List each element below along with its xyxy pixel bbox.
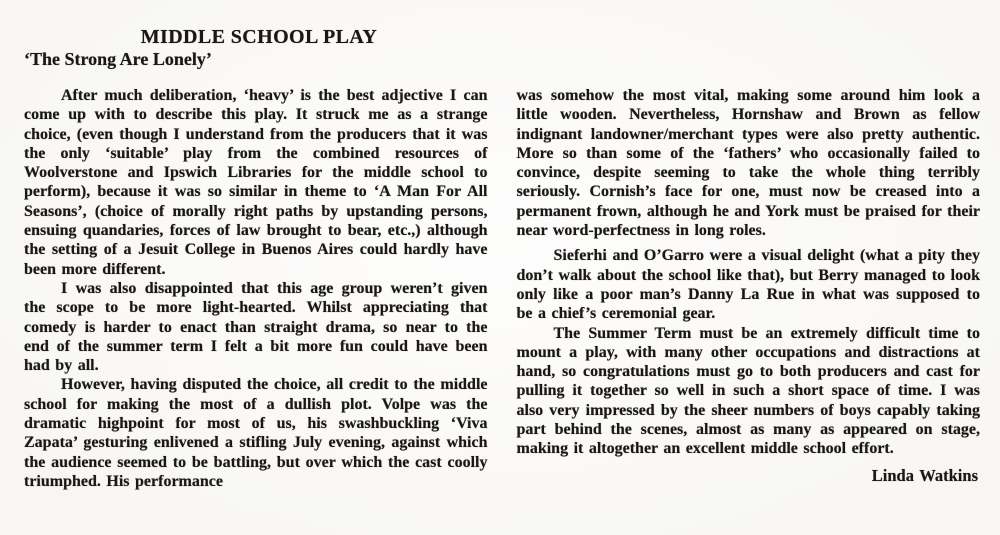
left-column	[24, 86, 488, 491]
article-masthead	[24, 26, 539, 69]
paragraph: Sieferhi and O’Garro were a visual delight (what a pity they don’t walk about the school like that), but Berry managed to look only like a poor man’s Danny La Rue in what was supposed to be a chief’s ceremonial gear.	[516, 247, 980, 323]
right-column	[517, 86, 981, 491]
paragraph: After much deliberation, ‘heavy’ is the best adjective I can come up with to describe this play. It struck me as a strange choice, (even though I understand from the producers that it was the only ‘suitable’ play from the combined resources of Woolverstone and Ipswich Libraries for the middle school to perform), because it was so similar in theme to ‘A Man For All Seasons’, (choice of morally right paths by upstanding persons, ensuing quandaries, forces of law brought to bear, etc.,) although the setting of a Jesuit College in Buenos Aires could hardly have been more different.	[24, 87, 488, 278]
paragraph: was somehow the most vital, making some around him look a little wooden. Nevertheless, Hornshaw and Brown as fellow indignant landowner/merchant types were also pretty authentic. More so than some of the ‘fathers’ who occasionally failed to convince, despite seeming to take the whole thing terribly seriously. Cornish’s face for one, must now be creased into a permanent frown, although he and York must be praised for their near word-perfectness in long roles.	[516, 87, 980, 240]
author-byline: Linda Watkins	[871, 465, 978, 485]
paragraph: I was also disappointed that this age group weren’t given the scope to be more light-hearted. Whilst appreciating that comedy is harder to enact than straight drama, so near to the end of the summer term I felt a bit more fun could have been had by all.	[24, 279, 488, 375]
paragraph: The Summer Term must be an extremely difficult time to mount a play, with many other occupations and distractions at hand, so congratulations must go to both producers and cast for pulling it together so well in such a short space of time. I was also very impressed by the sheer numbers of boys capably taking part behind the scenes, almost as many as appeared on stage, making it altogether an excellent middle school effort.	[516, 324, 980, 458]
paragraph: However, having disputed the choice, all credit to the middle school for making the most of a dullish plot. Volpe was the dramatic highpoint for most of us, his swashbuckling ‘Viva Zapata’ gesturing enlivened a stifling July evening, against which the audience seemed to be battling, but over which the cast coolly triumphed. His performance	[24, 376, 488, 490]
article-title: MIDDLE SCHOOL PLAY	[140, 26, 378, 48]
article-columns	[24, 86, 980, 491]
article-subtitle: ‘The Strong Are Lonely’	[24, 49, 212, 69]
